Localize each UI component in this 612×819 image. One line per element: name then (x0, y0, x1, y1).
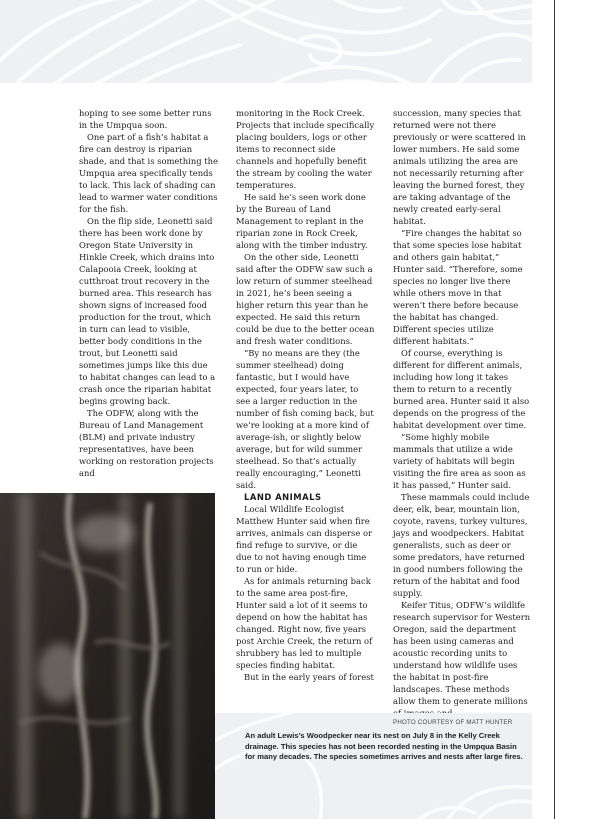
photo-caption: An adult Lewis’s Woodpecker near its nest on July 8 in the Kelly Creek drainage. This species has not been recorded nesting in the Umpqua Basin for many decades. The species sometimes arrives and nests after large fires. (245, 731, 523, 761)
paragraph: “Fire changes the habitat so that some species lose habitat and others gain habitat,” Hunter said. “Therefore, some species no longer live there while others move in that weren’t there before because the habitat has changed. Different species utilize different habitats.” (393, 228, 523, 346)
paragraph: He said he’s seen work done by the Bureau of Land Management to replant in the riparian zone in Rock Creek, along with the timber industry. (236, 192, 368, 250)
paragraph: These mammals could include deer, elk, bear, mountain lion, coyote, ravens, turkey vultures, jays and woodpeckers. Habitat generalists, such as deer or some predators, have returned in good numbers following the return of the habitat and food supply. (393, 492, 530, 598)
paragraph: Of course, everything is different for different animals, including how long it takes them to return to a recently burned area. Hunter said it also depends on the progress of the habitat development over time. (393, 348, 530, 430)
article-column-1 (79, 107, 218, 479)
article-column-2 (236, 107, 375, 683)
paragraph: “Some highly mobile mammals that utilize a wide variety of habitats will begin visiting the fire area as soon as it has passed,” Hunter said. (393, 432, 526, 490)
photo-caption-box (215, 713, 532, 819)
photo-credit: PHOTO COURTESY OF MATT HUNTER (393, 719, 513, 726)
paragraph: As for animals returning back to the same area post-fire, Hunter said a lot of it seems to depend on how the habitat has changed. Right now, five years post Archie Creek, the return of shrubbery has led to multiple species finding habitat. (236, 576, 373, 670)
paragraph: succession, many species that returned were not there previously or were scattered in lower numbers. He said some animals utilizing the area are not necessarily returning after leaving the burned forest, they are taking advantage of the newly created early-seral habitat. (393, 108, 526, 226)
paragraph: “By no means are they (the summer steelhead) doing fantastic, but I would have expected, four years later, to see a larger reduction in the number of fish coming back, but we’re looking at a more kind of average-ish, or slightly below average, but for wild summer steelhead. So that’s actually really encouraging,” Leonetti said. (236, 348, 374, 490)
article-column-3 (393, 107, 532, 719)
page-edge-rule (554, 0, 555, 819)
paragraph: The ODFW, along with the Bureau of Land Management (BLM) and private industry representatives, have been working on restoration projects and (79, 408, 214, 478)
paragraph: On the other side, Leonetti said after the ODFW saw such a low return of summer steelhead in 2021, he’s been seeing a higher return this year than he expected. He said this return could be due to the better ocean and fresh water conditions. (236, 252, 375, 346)
header-banner (0, 0, 532, 83)
paragraph: On the flip side, Leonetti said there has been work done by Oregon State University in Hinkle Creek, which drains into Calapooia Creek, looking at cutthroat trout recovery in the burned area. This research has shown signs of increased food production for the trout, which in turn can lead to visible, better body conditions in the trout, but Leonetti said sometimes jumps like this due to habitat changes can lead to a crash once the riparian habitat begins growing back. (79, 216, 216, 406)
section-subhead: LAND ANIMALS (244, 492, 322, 502)
paragraph: One part of a fish’s habitat a fire can destroy is riparian shade, and that is something the Umpqua area specifically tends to lack. This lack of shading can lead to warmer water conditions for the fish. (79, 132, 218, 214)
burned-forest-image (0, 493, 215, 819)
woodgrain-pattern (215, 713, 532, 819)
paragraph: hoping to see some better runs in the Umpqua soon. (79, 108, 212, 130)
paragraph: Keifer Titus, ODFW’s wildlife research supervisor for Western Oregon, said the department has been using cameras and acoustic recording units to understand how wildlife uses the habitat in post-fire landscapes. These methods allow them to generate millions (393, 600, 531, 706)
paragraph: Local Wildlife Ecologist Matthew Hunter said when fire arrives, animals can disperse or find refuge to survive, or die due to not having enough time to run or hide. (236, 504, 372, 574)
woodgrain-pattern (0, 0, 532, 83)
paragraph: monitoring in the Rock Creek. Projects that include specifically placing boulders, logs or other items to reconnect side channels and hopefully benefit the stream by cooling the water temperatures. (236, 108, 375, 190)
paragraph: But in the early years of forest (244, 672, 374, 682)
woodpecker-photo (0, 493, 215, 819)
